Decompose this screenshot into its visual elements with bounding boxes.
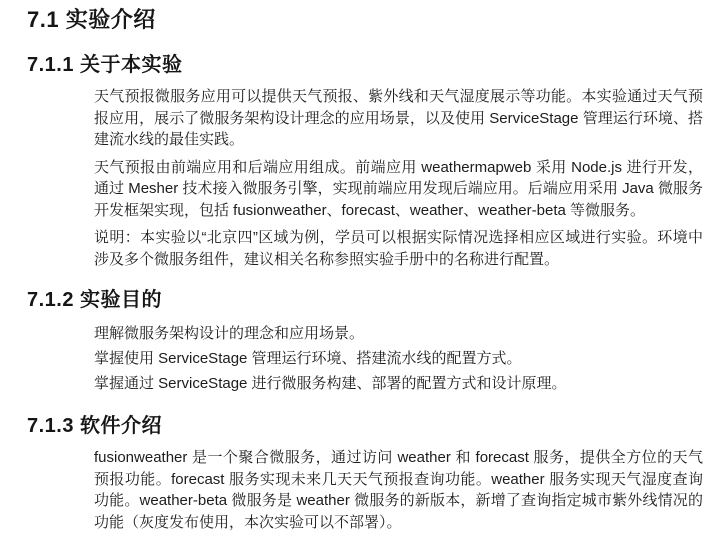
paragraph-frontend-backend: 天气预报由前端应用和后端应用组成。前端应用 weathermapweb 采用 Node.js 进行开发，通过 Mesher 技术接入微服务引擎，实现前端应用发现后端应用。后端应用采用 Java 微服务开发框架实现，包括 fusionweather、forecast、weather、weather-beta 等微服务。 bbox=[94, 158, 703, 219]
objective-item: 掌握通过 ServiceStage 进行微服务构建、部署的配置方式和设计原理。 bbox=[94, 375, 567, 392]
page-title: 7.1 实验介绍 bbox=[27, 7, 156, 32]
paragraph-app-overview: 天气预报微服务应用可以提供天气预报、紫外线和天气湿度展示等功能。本实验通过天气预报应用，展示了微服务架构设计理念的应用场景，以及使用 ServiceStage 管理运行环境、搭建流水线的最佳实践。 bbox=[94, 88, 703, 148]
objective-item: 掌握使用 ServiceStage 管理运行环境、搭建流水线的配置方式。 bbox=[94, 350, 522, 367]
section-heading-about-experiment: 7.1.1 关于本实验 bbox=[27, 54, 183, 76]
section-heading-software-intro: 7.1.3 软件介绍 bbox=[27, 415, 163, 437]
section-software-intro bbox=[27, 413, 703, 533]
section-about-experiment bbox=[27, 52, 703, 270]
section-heading-experiment-goals: 7.1.2 实验目的 bbox=[27, 289, 163, 311]
paragraph-software-description: fusionweather 是一个聚合微服务，通过访问 weather 和 forecast 服务，提供全方位的天气预报功能。forecast 服务实现未来几天天气预报查询功能。weather 服务实现天气湿度查询功能。weather-beta 微服务是 weather 微服务的新版本，新增了查询指定城市紫外线情况的功能（灰度发布使用，本次实验可以不部署）。 bbox=[94, 449, 703, 531]
paragraph-region-note: 说明：本实验以“北京四”区域为例，学员可以根据实际情况选择相应区域进行实验。环境中涉及多个微服务组件，建议相关名称参照实验手册中的名称进行配置。 bbox=[94, 229, 703, 268]
objective-item: 理解微服务架构设计的理念和应用场景。 bbox=[94, 325, 365, 342]
section-experiment-goals bbox=[27, 287, 703, 396]
